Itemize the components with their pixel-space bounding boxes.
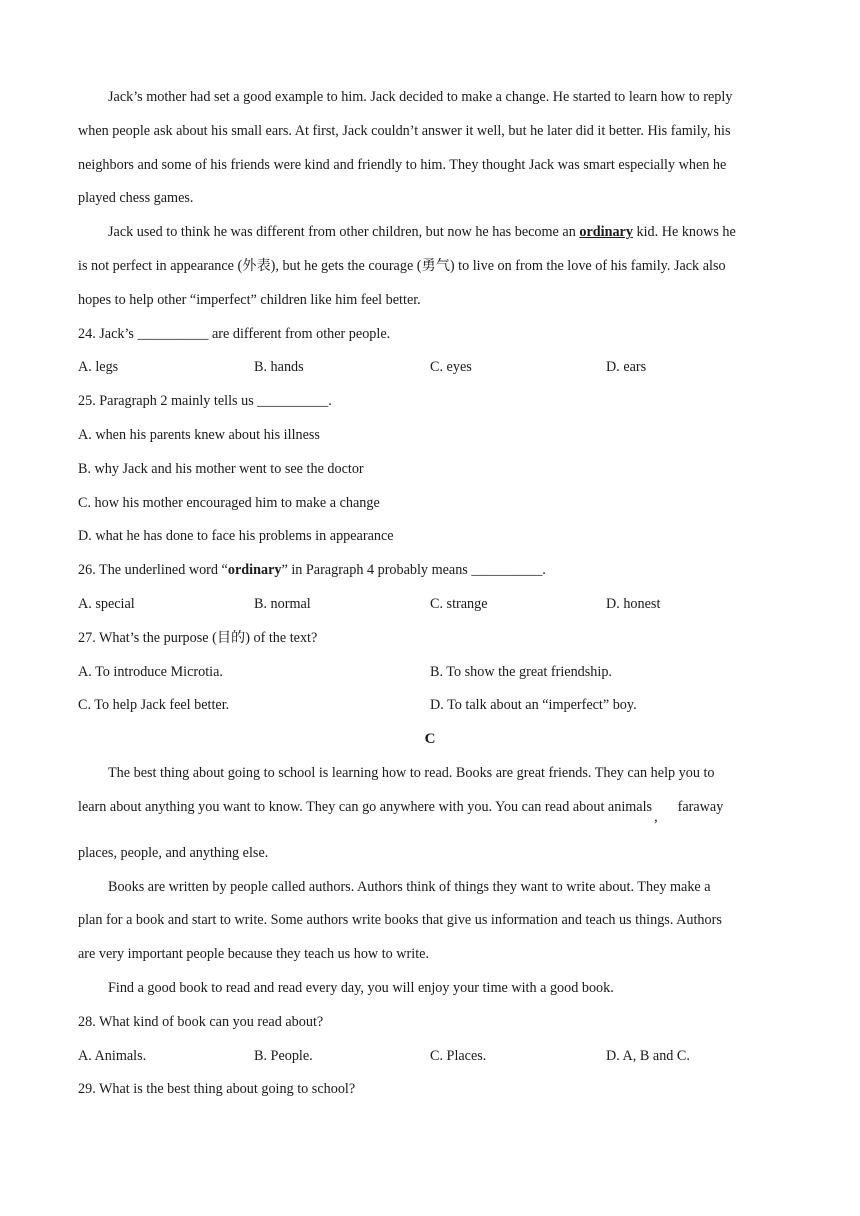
option-c[interactable]: C. strange — [430, 595, 488, 612]
paragraph-line: plan for a book and start to write. Some authors write books that give us information and teach us things. Authors — [78, 912, 722, 929]
question-26-options — [78, 591, 782, 625]
question-28-options — [78, 1043, 782, 1077]
option-c[interactable]: C. eyes — [430, 359, 472, 376]
question-27-options-row2 — [78, 692, 782, 726]
question-29-stem: 29. What is the best thing about going to school? — [78, 1081, 356, 1098]
option-a[interactable]: A. To introduce Microtia. — [78, 663, 223, 680]
text-span: faraway — [677, 798, 724, 815]
question-27-options-row1 — [78, 659, 782, 693]
comma-mark: , — [654, 808, 658, 825]
option-c[interactable]: C. how his mother encouraged him to make a change — [78, 494, 380, 511]
option-b[interactable]: B. To show the great friendship. — [430, 663, 612, 680]
text-span: learn about anything you want to know. They can go anywhere with you. You can read about animals — [78, 798, 653, 815]
question-26-stem — [78, 557, 782, 591]
option-a[interactable]: A. when his parents knew about his illness — [78, 426, 320, 443]
question-27-stem: 27. What’s the purpose (目的) of the text? — [78, 629, 318, 646]
question-25-stem: 25. Paragraph 2 mainly tells us __________. — [78, 393, 332, 410]
option-d[interactable]: D. To talk about an “imperfect” boy. — [430, 697, 637, 714]
exam-page — [78, 84, 782, 1110]
option-a[interactable]: A. legs — [78, 359, 119, 376]
section-heading: C — [424, 731, 436, 748]
text-span: kid. He knows he — [632, 224, 736, 241]
option-b[interactable]: B. normal — [254, 595, 311, 612]
bold-word: ordinary — [227, 562, 282, 579]
text-span: 26. The underlined word “ — [78, 562, 228, 579]
question-24-stem: 24. Jack’s __________ are different from other people. — [78, 325, 391, 342]
underlined-word: ordinary — [579, 224, 633, 241]
option-a[interactable]: A. Animals. — [78, 1047, 147, 1064]
paragraph-line: played chess games. — [78, 190, 194, 207]
paragraph-line — [78, 219, 782, 253]
option-b[interactable]: B. why Jack and his mother went to see the doctor — [78, 460, 364, 477]
option-b[interactable]: B. hands — [254, 359, 304, 376]
paragraph-line: Jack’s mother had set a good example to him. Jack decided to make a change. He started to learn how to reply — [108, 89, 733, 105]
option-d[interactable]: D. what he has done to face his problems in appearance — [78, 528, 394, 545]
paragraph-line: Books are written by people called authors. Authors think of things they want to write about. They make a — [108, 878, 711, 895]
option-d[interactable]: D. A, B and C. — [606, 1047, 690, 1064]
paragraph-line: hopes to help other “imperfect” children like him feel better. — [78, 291, 421, 308]
text-span: Jack used to think he was different from other children, but now he has become an — [108, 224, 580, 241]
option-b[interactable]: B. People. — [254, 1047, 313, 1064]
paragraph-line: when people ask about his small ears. At first, Jack couldn’t answer it well, but he later did it better. His family, his — [78, 122, 731, 139]
paragraph-line — [78, 794, 782, 840]
question-24-options — [78, 354, 782, 388]
text-span: ” in Paragraph 4 probably means __________. — [281, 562, 546, 579]
question-28-stem: 28. What kind of book can you read about? — [78, 1013, 324, 1030]
paragraph-line: neighbors and some of his friends were kind and friendly to him. They thought Jack was smart especially when he — [78, 156, 727, 173]
option-c[interactable]: C. To help Jack feel better. — [78, 697, 230, 714]
option-d[interactable]: D. honest — [606, 595, 661, 612]
paragraph-line: is not perfect in appearance (外表), but he gets the courage (勇气) to live on from the love of his family. Jack also — [78, 257, 726, 274]
option-d[interactable]: D. ears — [606, 359, 647, 376]
paragraph-line: places, people, and anything else. — [78, 844, 269, 861]
paragraph-line: are very important people because they teach us how to write. — [78, 946, 430, 963]
paragraph-line: The best thing about going to school is learning how to read. Books are great friends. They can help you to — [108, 764, 715, 781]
paragraph-line: Find a good book to read and read every day, you will enjoy your time with a good book. — [108, 979, 614, 996]
option-c[interactable]: C. Places. — [430, 1047, 487, 1064]
option-a[interactable]: A. special — [78, 595, 135, 612]
